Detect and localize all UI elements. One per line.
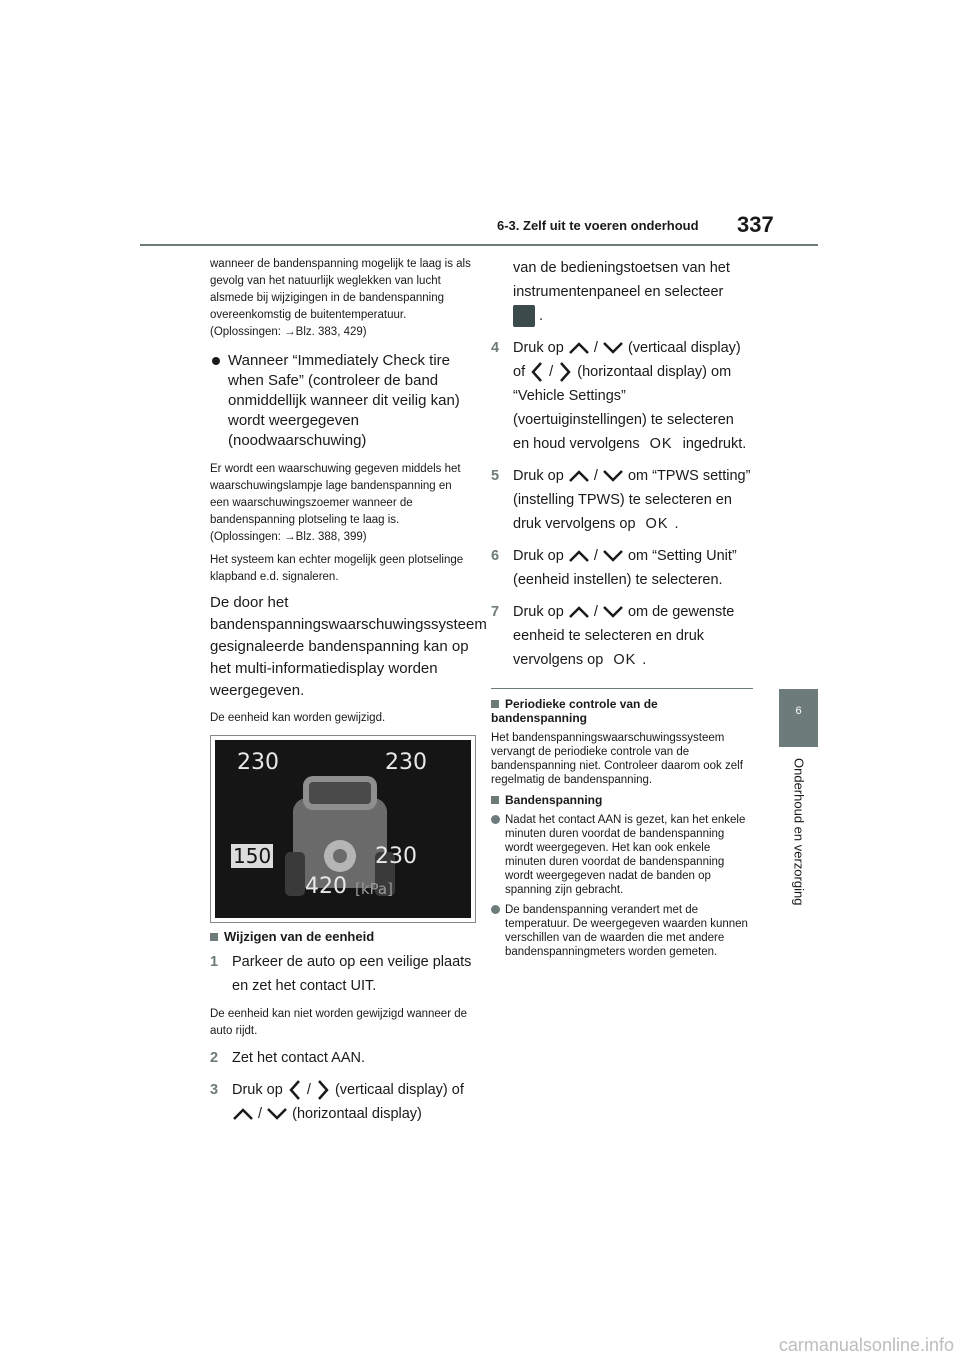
tire-rear-left-warning: 150 [233,844,272,868]
chevron-down-icon [602,549,624,563]
step-1: 1 Parkeer de auto op een veilige plaats en zet het contact UIT. [210,954,472,994]
chevron-down-icon [602,341,624,355]
gear-icon [513,305,535,327]
pressure-unit: [kPa] [355,880,393,898]
bullet-dot-icon [212,357,220,365]
display-screen [215,740,471,918]
subheading: Periodieke controle van de bandenspanning [491,697,658,725]
tire-pressure-figure [210,735,476,923]
tire-spare: 420 [305,874,347,899]
chevron-up-icon [568,469,590,483]
note: De eenheid kan niet worden gewijzigd wanneer de auto rijdt. [210,1008,468,1037]
paragraph: Het bandenspanningswaarschuwingssysteem vervangt de periodieke controle van de bandenspanning niet. Controleer daarom ook zelf regelmatig de bandenspanning. [491,732,743,786]
ok-icon: OK [649,436,673,452]
list-item: Nadat het contact AAN is gezet, kan het enkele minuten duren voordat de bandenspanning wordt weergegeven. Het kan ook enkele minuten duren voordat de bandenspanning wordt weergegeven nadat de banden op spanning zijn gebracht. [491,813,753,897]
page-number: 337 [737,212,774,237]
chevron-down-icon [266,1107,288,1121]
right-column [491,256,753,965]
chapter-title-vertical [779,758,818,918]
left-column [210,256,487,1134]
chevron-left-icon [529,361,545,383]
paragraph: wanneer de bandenspanning mogelijk te laag is als gevolg van het natuurlijk weglekken van lucht alsmede bij wijzigingen in de bandenspanning overeenkomstig de buitentemperatuur. (Oplossingen: →Blz. 383, 429) [210,258,471,338]
tire-front-left: 230 [237,750,279,775]
step-3-continued: van de bedieningstoetsen van het instrumentenpaneel en selecteer . [491,256,753,328]
chevron-right-icon [315,1079,331,1101]
bullet-item [210,351,472,451]
paragraph: Er wordt een waarschuwing gegeven middels het waarschuwingslampje lage bandenspanning en een waarschuwingszoemer wanneer de bandenspanning plotseling te laag is. (Oplossingen: →Blz. 388, 399) [210,463,461,543]
step-7: 7 Druk op / om de gewenste eenheid te selecteren en druk vervolgens op OK . [491,604,735,668]
square-bullet-icon [491,796,499,804]
tire-rear-right: 230 [375,844,417,869]
bullet-dot-icon [491,905,500,914]
square-bullet-icon [491,700,499,708]
step-6: 6 Druk op / om “Setting Unit” (eenheid instellen) te selecteren. [491,548,737,588]
chevron-up-icon [568,549,590,563]
step-4: 4 Druk op / (verticaal display) of / (horizontaal display) om “Vehicle Settings” (voertuiginstellingen) te selecteren en houd vervolgens OK ingedrukt. [491,340,747,452]
step-2: 2 Zet het contact AAN. [210,1050,365,1066]
paragraph: De eenheid kan worden gewijzigd. [210,712,386,724]
square-bullet-icon [210,933,218,941]
bullet-dot-icon [491,815,500,824]
section-rule [491,688,753,689]
chevron-down-icon [602,605,624,619]
subheading: Bandenspanning [491,793,753,807]
paragraph: De door het bandenspanningswaarschuwingssysteem gesignaleerde bandenspanning kan op het multi-informatiedisplay worden weergegeven. [210,594,487,699]
watermark: carmanualsonline.info [778,1335,954,1355]
chevron-up-icon [568,341,590,355]
ok-icon: OK [645,516,669,532]
paragraph: Het systeem kan echter mogelijk geen plotselinge klapband e.d. signaleren. [210,554,464,583]
tire-front-right: 230 [385,750,427,775]
chevron-up-icon [568,605,590,619]
chevron-up-icon [232,1107,254,1121]
section-title: 6-3. Zelf uit te voeren onderhoud [497,218,699,233]
chapter-number: 6 [795,705,802,717]
step-5: 5 Druk op / om “TPWS setting” (instelling TPWS) te selecteren en druk vervolgens op OK . [491,468,751,532]
ok-icon: OK [613,652,637,668]
chevron-right-icon [557,361,573,383]
bullet-text: Wanneer “Immediately Check tire when Safe” (controleer de band onmiddellijk wanneer dit veilig kan) wordt weergegeven (noodwaarschuwing) [228,352,460,449]
subheading: Wijzigen van de eenheid [210,929,472,944]
chevron-down-icon [602,469,624,483]
step-3: 3 Druk op / (verticaal display) of / (horizontaal display) [210,1078,472,1126]
chapter-tab [779,689,818,747]
header-rule [140,244,818,246]
list-item: De bandenspanning verandert met de temperatuur. De weergegeven waarden kunnen verschillen van de waarden die met andere bandenspanningmeters worden gemeten. [491,903,753,959]
chevron-left-icon [287,1079,303,1101]
chapter-title: Onderhoud en verzorging [791,758,806,906]
